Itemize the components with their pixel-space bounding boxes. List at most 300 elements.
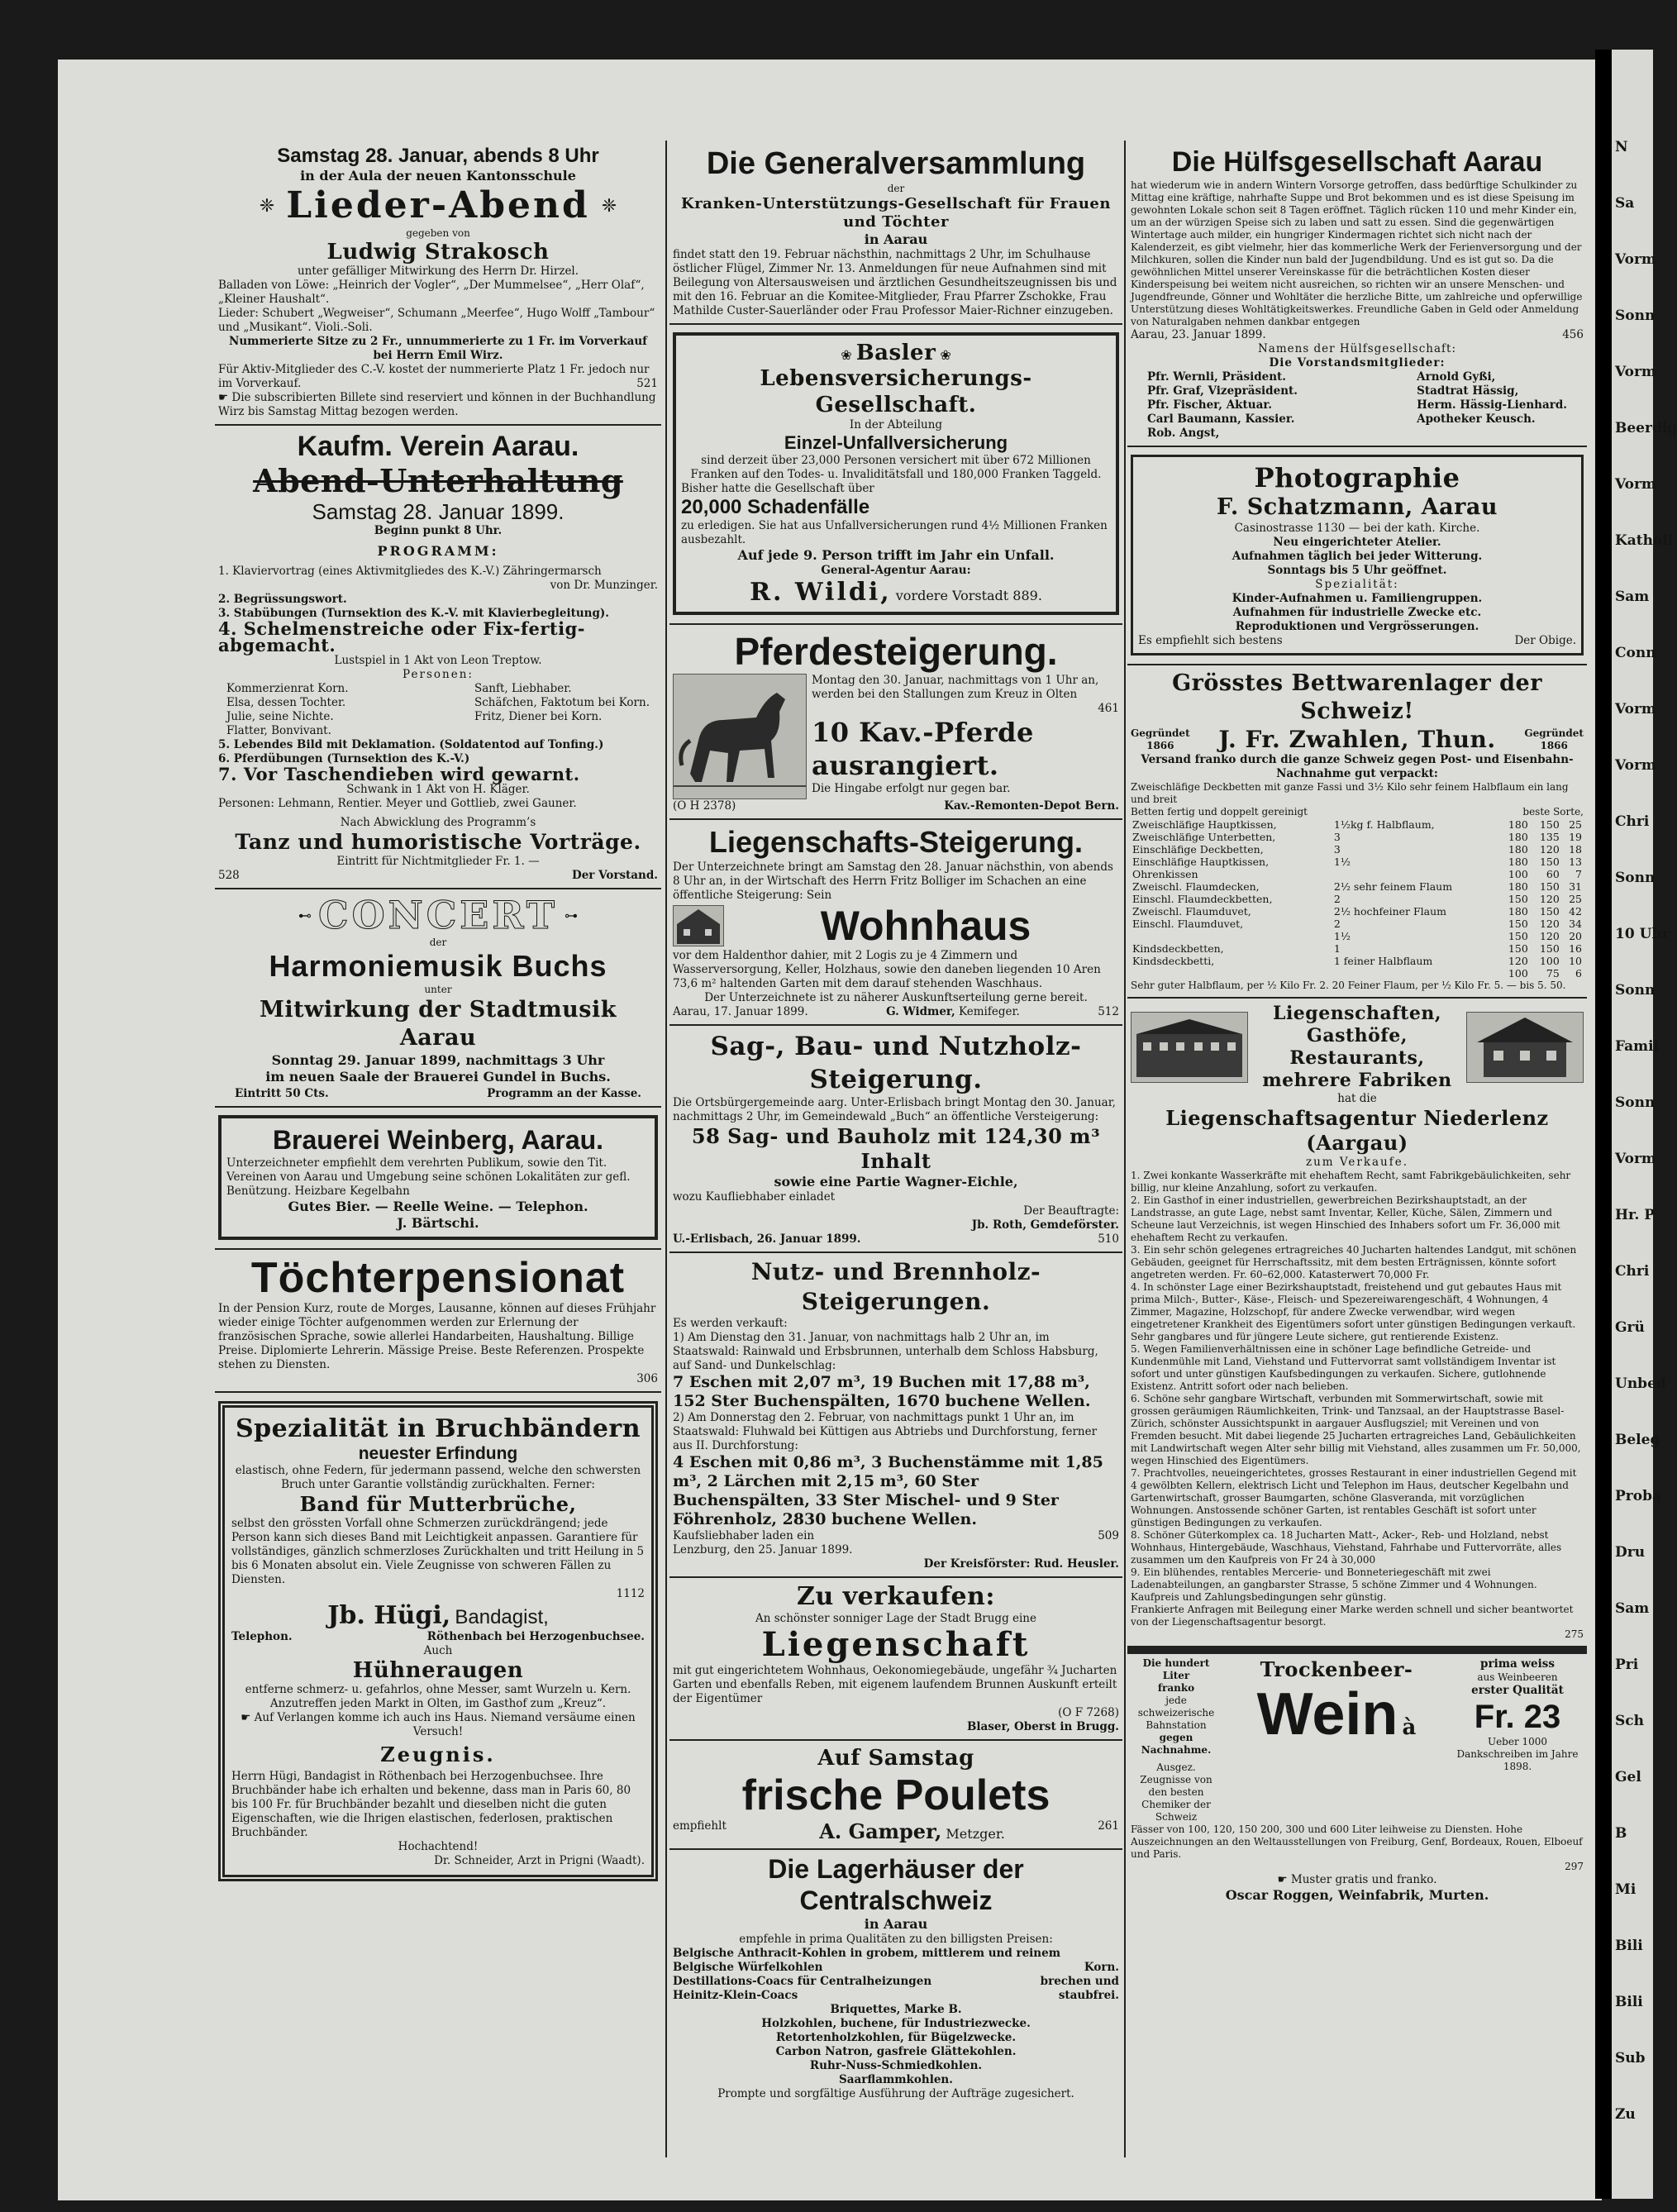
- lieder-artist: Ludwig Strakosch: [326, 240, 550, 265]
- photo-s3: Reproduktionen und Vergrösserungen.: [1235, 620, 1479, 633]
- board-member: Pfr. Graf, Vizepräsident.: [1147, 384, 1298, 398]
- sag-text-1: Die Ortsbürgergemeinde aarg. Unter-Erlisbach bringt Montag den 30. Januar, nachmittags 2 Uhr, im Gemeindewald „Buch“ an öffentliche Versteigerung:: [673, 1096, 1116, 1123]
- sag-title: Sag-, Bau- und Nutzholz-Steigerung.: [710, 1032, 1082, 1094]
- wein-a: à: [1402, 1715, 1417, 1740]
- ad-lagerhaeuser: [669, 1850, 1122, 2105]
- next-page-text-fragment: Dru: [1615, 1544, 1646, 1561]
- liegen-text-2: vor dem Haldenthor dahier, mit 2 Logis zu je 4 Zimmern und Wasserversorgung, Keller, Holzhaus, sowie den daneben liegenden 10 Aren 73,6 m² haltenden Garten mit dem darauf stehenden Waschhaus.: [673, 949, 1101, 990]
- basler-big: 20,000 Schadenfälle: [681, 496, 870, 518]
- bett-foot: Sehr guter Halbflaum, per ½ Kilo Fr. 2. 20 Feiner Flaum, per ½ Kilo Fr. 5. — bis 5. 50.: [1131, 980, 1566, 991]
- sag-date: U.-Erlisbach, 26. Januar 1899.: [673, 1232, 861, 1246]
- bett-intro: Zweischläfige Deckbetten mit ganze Fassi und 3½ Kilo sehr feinem Halbflaum ein lang und breit: [1131, 781, 1569, 805]
- poulets-top: Auf Samstag: [817, 1746, 974, 1771]
- ad-sag-bau-nutzholz: [669, 1026, 1122, 1253]
- basler-title-1: Basler: [855, 341, 936, 365]
- concert-with: Mitwirkung der Stadtmusik Aarau: [260, 997, 617, 1051]
- kaufm-cast-left: [226, 682, 349, 738]
- next-page-text-fragment: Sonn: [1615, 307, 1656, 324]
- bruch-phone: Telephon.: [231, 1630, 293, 1643]
- lager-intro: empfehle in prima Qualitäten zu den billigsten Preisen:: [739, 1933, 1053, 1946]
- liegen-sign: G. Widmer,: [886, 1005, 955, 1018]
- ad-toechterpensionat: [215, 1250, 661, 1393]
- board-member: Pfr. Wernli, Präsident.: [1147, 370, 1286, 384]
- next-page-text-fragment: Zu: [1615, 2106, 1636, 2123]
- bett-cell: 2½ hochfeiner Flaum: [1333, 905, 1446, 918]
- bett-row: [1131, 955, 1584, 967]
- bett-cell: 6: [1575, 967, 1582, 980]
- photo-spez: Spezialität:: [1315, 578, 1399, 591]
- horse-icon: [674, 675, 806, 799]
- bett-row: [1131, 880, 1584, 893]
- bett-gegr-right-1: Gegründet: [1524, 727, 1584, 739]
- hulfs-vorst: Die Vorstandsmitglieder:: [1269, 356, 1446, 369]
- kaufm-subtitle: Abend-Unterhaltung: [253, 462, 623, 499]
- liegen-title: Liegenschafts-Steigerung.: [708, 825, 1084, 859]
- lieder-members: Für Aktiv-Mitglieder des C.-V. kostet der nummerierte Platz 1 Fr. jedoch nur im Vorverkauf.: [218, 363, 650, 390]
- bett-cell: 120: [1539, 930, 1560, 942]
- wein-sign: Oscar Roggen, Weinfabrik, Murten.: [1225, 1887, 1489, 1903]
- concert-band: Harmoniemusik Buchs: [269, 949, 607, 983]
- bruch-band: Band für Mutterbrüche,: [299, 1492, 577, 1516]
- nutz-b1: 7 Eschen mit 2,07 m³, 19 Buchen mit 17,88 m³, 152 Ster Buchenspälten, 1670 buchene Wellen.: [673, 1373, 1091, 1410]
- pointing-hand-icon: ☛: [218, 391, 229, 404]
- ad-huelfsgesellschaft: [1127, 141, 1587, 447]
- bett-cell: 120: [1539, 843, 1560, 856]
- lieder-seats: Nummerierte Sitze zu 2 Fr., unnummerierte zu 1 Fr. im Vorverkauf bei Herrn Emil Wirz.: [229, 335, 647, 362]
- next-page-text-fragment: Grü: [1615, 1319, 1645, 1336]
- bett-cell: 3: [1333, 831, 1341, 843]
- pferde-code: (O H 2378): [673, 799, 736, 813]
- bett-cell: 1½: [1333, 930, 1351, 942]
- basler-agentur: General-Agentur Aarau:: [821, 564, 971, 577]
- bett-cell: 2½ sehr feinem Flaum: [1333, 880, 1453, 893]
- ad-brauerei-weinberg: [215, 1108, 661, 1250]
- nutz-b2: 4 Eschen mit 0,86 m³, 3 Buchenstämme mit 1,85 m³, 2 Lärchen mit 2,15 m³, 60 Ster Buchenspälten, 33 Ster Mischel- und 9 Ster Föhrenholz, 2830 buchene Wellen.: [673, 1453, 1103, 1528]
- next-page-text-fragment: Sam: [1615, 1600, 1650, 1617]
- ornament-right-icon: ⊶: [565, 907, 579, 923]
- kaufm-item-2: 2. Begrüssungswort.: [218, 593, 347, 606]
- bett-row: [1131, 831, 1584, 843]
- nutz-title: Nutz- und Brennholz-Steigerungen.: [750, 1258, 1041, 1315]
- agentur-hat: hat die: [1337, 1092, 1377, 1105]
- sag-big: 58 Sag- und Bauholz mit 124,30 m³ Inhalt: [691, 1124, 1101, 1173]
- bruch-text-1: elastisch, ohne Federn, für jedermann passend, welche den schwersten Bruch unter Garantie vollständig zurückhalten. Ferner:: [235, 1464, 641, 1491]
- bett-cell: Zweischl. Flaumdecken,: [1132, 880, 1260, 893]
- ad-lieder-abend: [215, 141, 661, 426]
- column-1: [215, 141, 661, 2157]
- nutz-no: 509: [1098, 1529, 1119, 1542]
- bett-cell: Einschläfige Deckbetten,: [1132, 843, 1264, 856]
- wein-l2: franko: [1157, 1682, 1195, 1694]
- agentur-no: 275: [1565, 1628, 1584, 1640]
- ad-pferdesteigerung: [669, 625, 1122, 820]
- lieder-members-no: 521: [636, 377, 658, 390]
- verkaufen-code: (O F 7268): [1058, 1706, 1119, 1719]
- bett-hdr: Betten fertig und doppelt gereinigt: [1131, 806, 1308, 818]
- lager-l3: Destillations-Coacs für Centralheizungen: [673, 1975, 932, 1988]
- bruch-zeugnis: Zeugnis.: [380, 1742, 496, 1766]
- bett-cell: 1½kg f. Halbflaum,: [1333, 818, 1435, 831]
- weinberg-frame: [218, 1115, 658, 1240]
- wein-l4: gegen Nachnahme.: [1141, 1732, 1212, 1756]
- bett-cell: 150: [1508, 930, 1528, 942]
- column-2: [669, 141, 1122, 2157]
- cast-entry: Elsa, dessen Tochter.: [226, 696, 346, 709]
- bett-cell: 1½: [1333, 856, 1351, 868]
- lager-l10: Saarflammkohlen.: [839, 2073, 953, 2086]
- liegen-text-3: Der Unterzeichnete ist zu näherer Auskunftserteilung gerne bereit.: [704, 991, 1088, 1004]
- agentur-zum: zum Verkaufe.: [1305, 1156, 1409, 1169]
- lieder-date: Samstag 28. Januar, abends 8 Uhr: [277, 145, 599, 167]
- next-page-text-fragment: Gel: [1615, 1769, 1641, 1785]
- bett-row: [1131, 868, 1584, 880]
- bett-cell: 120: [1539, 918, 1560, 930]
- next-page-text-fragment: Vorm: [1615, 757, 1656, 774]
- weinberg-line: Gutes Bier. — Reelle Weine. — Telephon.: [288, 1199, 588, 1214]
- kaufm-item-4: 4. Schelmenstreiche oder Fix-fertig-abgemacht.: [218, 618, 586, 655]
- pferde-title: Pferdesteigerung.: [734, 630, 1058, 673]
- bett-cell: 1: [1333, 942, 1341, 955]
- house-icon: [1467, 1013, 1583, 1082]
- agentur-title: Liegenschaften, Gasthöfe, Restaurants, mehrere Fabriken: [1262, 1003, 1452, 1091]
- next-page-text-fragment: Beerdig: [1615, 420, 1677, 436]
- kaufm-item-7-cast: Personen: Lehmann, Rentier. Meyer und Gottlieb, zwei Gauner.: [218, 797, 577, 810]
- ad-kaufm-verein: [215, 426, 661, 889]
- lieder-given-by: gegeben von: [406, 227, 470, 239]
- pferde-sign: Kav.-Remonten-Depot Bern.: [944, 799, 1119, 813]
- bett-cell: 150: [1508, 942, 1528, 955]
- lager-l8: Carbon Natron, gasfreie Glättekohlen.: [775, 2045, 1017, 2058]
- poulets-empf: empfiehlt: [673, 1819, 727, 1833]
- basler-einzel: Einzel-Unfallversicherung: [784, 432, 1008, 453]
- bett-cell: 75: [1546, 967, 1560, 980]
- horse-illustration: [673, 674, 807, 799]
- board-member: Herm. Hässig-Lienhard.: [1417, 398, 1567, 412]
- next-page-text-fragment: Chri: [1615, 1263, 1650, 1280]
- bett-cell: 42: [1569, 905, 1582, 918]
- hulfs-no: 456: [1562, 328, 1584, 341]
- bett-cell: 2: [1333, 893, 1341, 905]
- bett-cell: 180: [1508, 818, 1528, 831]
- kaufm-cast-right: [474, 682, 650, 738]
- ad-liegenschaftsagentur: [1127, 999, 1587, 1647]
- basler-title-2: Lebensversicherungs-Gesellschaft.: [760, 366, 1032, 417]
- bruch-frame: [218, 1401, 658, 1881]
- bett-cell: 100: [1508, 868, 1528, 880]
- bett-cell: 13: [1569, 856, 1582, 868]
- liegen-no: 512: [1098, 1005, 1119, 1018]
- wein-ausgez: Ausgez. Zeugnisse von den besten Chemiker der Schweiz: [1140, 1761, 1212, 1823]
- sag-beauftragte: Der Beauftragte:: [1023, 1204, 1119, 1218]
- photo-sign: Der Obige.: [1514, 634, 1576, 647]
- verkaufen-sign: Blaser, Oberst in Brugg.: [966, 1720, 1119, 1733]
- pferde-text: Montag den 30. Januar, nachmittags von 1 Uhr an, werden bei den Stallungen zum Kreuz in Olten: [812, 674, 1099, 701]
- column-rule-1: [665, 141, 667, 2157]
- nutz-sign: Der Kreisförster: Rud. Heusler.: [923, 1557, 1119, 1571]
- bett-gegr-right-2: 1866: [1540, 739, 1568, 751]
- photo-s2: Aufnahmen für industrielle Zwecke etc.: [1232, 606, 1482, 619]
- bett-cell: 150: [1508, 893, 1528, 905]
- kaufm-title: Kaufm. Verein Aarau.: [297, 431, 579, 462]
- next-page-text-fragment: Famil: [1615, 1038, 1660, 1055]
- lager-l6: Holzkohlen, buchene, für Industriezwecke.: [761, 2017, 1031, 2030]
- bett-cell: 150: [1508, 918, 1528, 930]
- kaufm-item-3: 3. Stabübungen (Turnsektion des K.-V. mit Klavierbegleitung).: [218, 607, 609, 620]
- wein-price: Fr. 23: [1474, 1699, 1561, 1735]
- bett-row: [1131, 856, 1584, 868]
- lieder-with: unter gefälliger Mitwirkung des Herrn Dr. Hirzel.: [297, 265, 579, 278]
- cast-entry: Flatter, Bonvivant.: [226, 724, 331, 737]
- next-page-text-fragment: Sonn: [1615, 870, 1656, 886]
- basler-text-1: sind derzeit über 23,000 Personen versichert mit über 672 Millionen Franken auf den Todes- u. Invaliditätsfall und 180,000 Franken Taggeld.: [690, 454, 1102, 481]
- wein-big: Wein: [1256, 1681, 1398, 1747]
- cast-entry: Schäfchen, Faktotum bei Korn.: [474, 696, 650, 709]
- kaufm-start: Beginn punkt 8 Uhr.: [374, 524, 503, 537]
- house-illustration: [1466, 1012, 1584, 1083]
- board-member: Stadtrat Hässig,: [1417, 384, 1519, 398]
- bett-row: [1131, 818, 1584, 831]
- bett-title: Grösstes Bettwarenlager der Schweiz!: [1172, 670, 1542, 724]
- verkaufen-title: Zu verkaufen:: [797, 1582, 995, 1611]
- bett-cell: 180: [1508, 856, 1528, 868]
- lager-l2: Belgische Würfelkohlen: [673, 1961, 823, 1974]
- bett-cell: 100: [1508, 967, 1528, 980]
- kaufm-personen: Personen:: [403, 668, 474, 681]
- bett-name: J. Fr. Zwahlen, Thun.: [1218, 726, 1496, 753]
- photo-name: F. Schatzmann, Aarau: [1216, 494, 1498, 520]
- next-page-text-fragment: Bili: [1615, 1994, 1643, 2010]
- bett-cell: 150: [1539, 905, 1560, 918]
- basler-text-2: Bisher hatte die Gesellschaft über: [681, 482, 874, 495]
- photo-s1: Kinder-Aufnahmen u. Familiengruppen.: [1232, 592, 1483, 605]
- next-page-text-fragment: Sch: [1615, 1713, 1644, 1729]
- lager-foot: Prompte und sorgfältige Ausführung der Aufträge zugesichert.: [717, 2087, 1074, 2100]
- bett-cell: 150: [1539, 818, 1560, 831]
- kaufm-item-7: 7. Vor Taschendieben wird gewarnt.: [218, 764, 580, 784]
- agentur-name: Liegenschaftsagentur Niederlenz (Aargau): [1165, 1106, 1549, 1155]
- wein-no: 297: [1565, 1861, 1584, 1872]
- sag-sowie: sowie eine Partie Wagner-Eichle,: [774, 1174, 1018, 1189]
- next-page-text-fragment: N: [1615, 139, 1628, 155]
- ad-photographie: [1127, 447, 1587, 665]
- next-page-text-fragment: Chri: [1615, 813, 1650, 830]
- bett-cell: Einschläfige Hauptkissen,: [1132, 856, 1270, 868]
- bett-cell: Zweischläfige Hauptkissen,: [1132, 818, 1277, 831]
- ad-liegenschafts-steigerung: [669, 820, 1122, 1026]
- sag-text-2: wozu Kaufliebhaber einladet: [673, 1190, 836, 1204]
- lager-l1: Belgische Anthracit-Kohlen in grobem, mittlerem und reinem: [673, 1947, 1060, 1960]
- wein-faesser: Fässer von 100, 120, 150 200, 300 und 600 Liter leihweise zu Diensten. Hohe Auszeichnungen an den Weltausstellungen von Freiburg, Genf, Bordeaux, Rouen, Elboeuf und Paris.: [1131, 1823, 1583, 1860]
- lager-l5: Briquettes, Marke B.: [830, 2003, 962, 2016]
- pferde-big: 10 Kav.-Pferde ausrangiert.: [812, 717, 1034, 781]
- liegen-big: Wohnhaus: [820, 903, 1031, 949]
- concert-place: im neuen Saale der Brauerei Gundel in Buchs.: [265, 1069, 611, 1085]
- lieder-program-2: Lieder: Schubert „Wegweiser“, Schumann „Meerfee“, Hugo Wolff „Tambour“ und „Musikant“. Violi.-Soli.: [218, 307, 655, 334]
- bett-cell: 120: [1539, 893, 1560, 905]
- lager-l2b: Korn.: [1084, 1961, 1119, 1974]
- bett-cell: Kindsdeckbetten,: [1132, 942, 1224, 955]
- bruch-no: 1112: [616, 1587, 645, 1600]
- poulets-prof: Metzger.: [946, 1826, 1005, 1842]
- agentur-item: 1. Zwei konkante Wasserkräfte mit ehehaftem Recht, samt Fabrikgebäulichkeiten, sehr billig, nur kleine Anzahlung, sofort zu verkaufen.: [1131, 1170, 1571, 1194]
- house-illustration: [673, 905, 724, 946]
- nutz-p2: 2) Am Donnerstag den 2. Februar, von nachmittags punkt 1 Uhr an, im Staatswald: Fluhwald bei Küttigen aus Abtriebs und Durchforstung, ferner aus II. Durchforstung:: [673, 1411, 1098, 1452]
- ornament-left-icon: ⊷: [298, 907, 312, 923]
- kaufm-entry: Eintritt für Nichtmitglieder Fr. 1. —: [336, 855, 540, 868]
- bett-cell: 2: [1333, 918, 1341, 930]
- kaufm-item-6: 6. Pferdübungen (Turnsektion des K.-V.): [218, 752, 470, 765]
- toechter-title: Töchterpensionat: [250, 1254, 626, 1302]
- sag-no: 510: [1098, 1232, 1119, 1246]
- next-page-text-fragment: Bili: [1615, 1938, 1643, 1954]
- bruch-subtitle: neuester Erfindung: [358, 1444, 518, 1463]
- bett-cell: 18: [1569, 843, 1582, 856]
- bett-cell: 16: [1569, 942, 1582, 955]
- next-page-fragment: [1612, 50, 1677, 2199]
- concert-unter: unter: [424, 984, 452, 995]
- bett-cell: 60: [1546, 868, 1560, 880]
- next-page-text-fragment: Hr. P: [1615, 1207, 1656, 1223]
- nutz-kauf: Kaufsliebhaber laden ein: [673, 1529, 815, 1542]
- toechter-text: In der Pension Kurz, route de Morges, Lausanne, können auf dieses Frühjahr wieder einige Töchter aufgenommen werden zur Erlernung der französischen Sprache, sowie allerlei Handarbeiten, Haushaltung. Billige Preise. Diplomierte Lehrerin. Mässige Preise. Beste Referenzen. Prospekte stehen zu Diensten.: [218, 1302, 656, 1371]
- poulets-no: 261: [1098, 1819, 1119, 1833]
- ornament-left-icon: ❈: [259, 195, 275, 217]
- ornament-left-icon: ❀: [841, 347, 852, 363]
- ad-generalversammlung: [669, 141, 1122, 325]
- agentur-item: 9. Ein blühendes, rentables Mercerie- und Bonneteriegeschäft mit zwei Ladenabteilungen, an gangbarster Strasse, 5 schöne Zimmer und 4 Wohnungen. Kaufpreis und Zahlungsbedingungen sehr günstig.: [1131, 1566, 1537, 1603]
- bett-hdr-sorte: beste Sorte,: [1522, 806, 1584, 818]
- photo-sonn: Sonntags bis 5 Uhr geöffnet.: [1267, 564, 1447, 577]
- bruch-title: Spezialität in Bruchbändern: [235, 1414, 641, 1443]
- basler-text-3: zu erledigen. Sie hat aus Unfallversicherungen rund 4½ Millionen Franken ausbezahlt.: [681, 519, 1108, 546]
- kaufm-after: Nach Abwicklung des Programm’s: [340, 816, 536, 829]
- bett-row: [1131, 843, 1584, 856]
- lager-l4b: staubfrei.: [1058, 1989, 1119, 2002]
- bett-row: [1131, 893, 1584, 905]
- nutz-date: Lenzburg, den 25. Januar 1899.: [673, 1543, 853, 1557]
- bruch-text-3: entferne schmerz- u. gefahrlos, ohne Messer, samt Wurzeln u. Kern. Anzutreffen jeden Markt in Olten, im Gasthof zum „Kreuz“.: [245, 1683, 631, 1710]
- bett-cell: 180: [1508, 843, 1528, 856]
- next-page-text-fragment: Sonn: [1615, 982, 1656, 999]
- general-org: Kranken-Unterstützungs-Gesellschaft für Frauen und Töchter: [681, 195, 1111, 231]
- next-page-text-fragment: Unbed: [1615, 1375, 1666, 1392]
- board-member: Arnold Gyßi,: [1417, 370, 1496, 384]
- bett-cell: [1332, 967, 1498, 980]
- concert-program: Programm an der Kasse.: [487, 1087, 641, 1100]
- hulfs-title: Die Hülfsgesellschaft Aarau: [1171, 146, 1543, 178]
- bett-cell: 25: [1569, 818, 1582, 831]
- kaufm-date: Samstag 28. Januar 1899.: [312, 499, 565, 524]
- hulfs-date: Aarau, 23. Januar 1899.: [1131, 328, 1266, 341]
- next-page-text-fragment: Katholi: [1615, 532, 1674, 549]
- toechter-no: 306: [636, 1372, 658, 1385]
- lager-l4: Heinitz-Klein-Coacs: [673, 1989, 798, 2002]
- verkaufen-text-2: mit gut eingerichtetem Wohnhaus, Oekonomiegebäude, ungefähr ¾ Jucharten Garten und ebenfalls Reben, mit eigenem laufendem Brunnen Auskunft erteilt der Eigentümer: [673, 1664, 1117, 1705]
- kaufm-tanz: Tanz und humoristische Vorträge.: [235, 830, 641, 854]
- weinberg-text: Unterzeichneter empfiehlt dem verehrten Publikum, sowie den Tit. Vereinen von Aarau und Umgebung seine schönen Lokalitäten zur gefl. Benützung. Heizbare Kegelbahn: [226, 1156, 631, 1198]
- weinberg-sign: J. Bärtschi.: [397, 1215, 479, 1231]
- column-rule-2: [1124, 141, 1126, 2157]
- agentur-item: 4. In schönster Lage einer Bezirkshauptstadt, freistehend und gut gebautes Haus mit prima Milch-, Butter-, Käse-, Fleisch- und Spezereiwarengeschäft, 4 Wohnungen, 4 Zimmer, Magazine, Holzschopf, für andere Zwecke verwendbar, wird wegen eingetretener Krankheit des Eigentümers sofort unter günstigen Bedingungen verkauft. Sehr gangbares und für jüngere Leute sichere, gut rentierende Existenz.: [1131, 1281, 1576, 1342]
- ad-bruchbaender: [215, 1393, 661, 1890]
- board-member: Apotheker Keusch.: [1417, 412, 1536, 426]
- bett-gegr-left-1: Gegründet: [1131, 727, 1190, 739]
- lager-l7: Retortenholzkohlen, für Bügelzwecke.: [775, 2031, 1017, 2044]
- basler-addr: vordere Vorstadt 889.: [895, 588, 1042, 603]
- kaufm-no: 528: [218, 869, 240, 882]
- pointing-hand-icon: ☛: [1277, 1873, 1288, 1886]
- bett-versand: Versand franko durch die ganze Schweiz gegen Post- und Eisenbahn-Nachnahme gut verpackt:: [1141, 753, 1574, 780]
- bett-cell: [1131, 930, 1332, 942]
- bett-cell: 31: [1569, 880, 1582, 893]
- bett-cell: 3: [1333, 843, 1341, 856]
- verkaufen-text-1: An schönster sonniger Lage der Stadt Brugg eine: [755, 1612, 1036, 1625]
- ad-wein: [1127, 1647, 1587, 1907]
- ornament-right-icon: ❈: [601, 195, 617, 217]
- ad-concert: [215, 889, 661, 1108]
- ad-bettwaren: [1127, 665, 1587, 999]
- cast-entry: Kommerzienrat Korn.: [226, 682, 349, 695]
- bruch-place: Röthenbach bei Herzogenbuchsee.: [426, 1630, 645, 1643]
- basler-agent: R. Wildi,: [750, 578, 892, 607]
- next-page-text-fragment: Pri: [1615, 1657, 1639, 1673]
- cast-entry: Julie, seine Nichte.: [226, 710, 334, 723]
- bett-cell: 100: [1539, 955, 1560, 967]
- bett-cell: Zweischläfige Unterbetten,: [1132, 831, 1276, 843]
- basler-jede: Auf jede 9. Person trifft im Jahr ein Unfall.: [737, 547, 1055, 563]
- pointing-hand-icon: ☛: [241, 1711, 251, 1724]
- wein-ueber: Ueber 1000 Dankschreiben im Jahre 1898.: [1456, 1736, 1579, 1772]
- ad-nutz-brennholz: [669, 1253, 1122, 1578]
- kaufm-item-7-sub: Schwank in 1 Akt von H. Kläger.: [346, 783, 530, 796]
- column-3: [1127, 141, 1587, 2157]
- bett-gegr-left-2: 1866: [1146, 739, 1174, 751]
- wein-prima: prima weiss: [1480, 1657, 1555, 1671]
- gutter: [1595, 50, 1612, 2199]
- bruch-name: Jb. Hügi,: [327, 1601, 451, 1630]
- nutz-intro: Es werden verkauft:: [673, 1317, 788, 1330]
- next-page-text-fragment: Conn: [1615, 645, 1656, 661]
- bett-cell: [1131, 967, 1332, 980]
- photo-neu: Neu eingerichteter Atelier.: [1273, 536, 1441, 549]
- agentur-item: 8. Schöner Güterkomplex ca. 18 Jucharten Matt-, Acker-, Reb- und Holzland, nebst Wohnhaus, Hintergebäude, Waschhaus, Viehstand, Fahrhabe und Futtervorräte, alles zusammen um den Kaufpreis von Fr 24 à 30,000: [1131, 1529, 1562, 1566]
- bett-row: [1131, 942, 1584, 955]
- bett-cell: 34: [1569, 918, 1582, 930]
- bett-cell: [1332, 868, 1498, 880]
- next-page-text-fragment: Mi: [1615, 1881, 1637, 1898]
- agentur-item: 2. Ein Gasthof in einer industriellen, gewerbreichen Bezirkshauptstadt, an der Landstrasse, an gute Lage, nebst samt Inventar, Keller, Küche, Sälen, Zimmern und Scheune laut Verzeichnis, ist wegen Hinschied des Inhabers sofort um Fr. 36,000 mit ehehaftem Recht zu verkaufen.: [1131, 1194, 1560, 1243]
- next-page-text-fragment: Sub: [1615, 2050, 1646, 2067]
- next-page-text-fragment: Vorm: [1615, 701, 1656, 717]
- bett-row: [1131, 930, 1584, 942]
- general-title: Die Generalversammlung: [706, 146, 1086, 181]
- kaufm-item-1-author: von Dr. Munzinger.: [550, 579, 658, 592]
- bruch-sign: Dr. Schneider, Arzt in Prigni (Waadt).: [434, 1854, 645, 1867]
- building-icon: [1131, 1013, 1247, 1082]
- next-page-text-fragment: Proba: [1615, 1488, 1661, 1504]
- bett-cell: 180: [1508, 905, 1528, 918]
- bruch-auch: Auch: [423, 1644, 453, 1657]
- bett-cell: 150: [1539, 942, 1560, 955]
- bett-row: [1131, 967, 1584, 980]
- bett-cell: 150: [1539, 880, 1560, 893]
- bett-cell: 1 feiner Halbflaum: [1333, 955, 1433, 967]
- lager-l9: Ruhr-Nuss-Schmiedkohlen.: [809, 2059, 983, 2072]
- ornament-right-icon: ❀: [940, 347, 951, 363]
- ad-basler: [669, 325, 1122, 625]
- verkaufen-big: Liegenschaft: [761, 1625, 1031, 1664]
- sag-beauftragte-name: Jb. Roth, Gemdeförster.: [971, 1218, 1119, 1232]
